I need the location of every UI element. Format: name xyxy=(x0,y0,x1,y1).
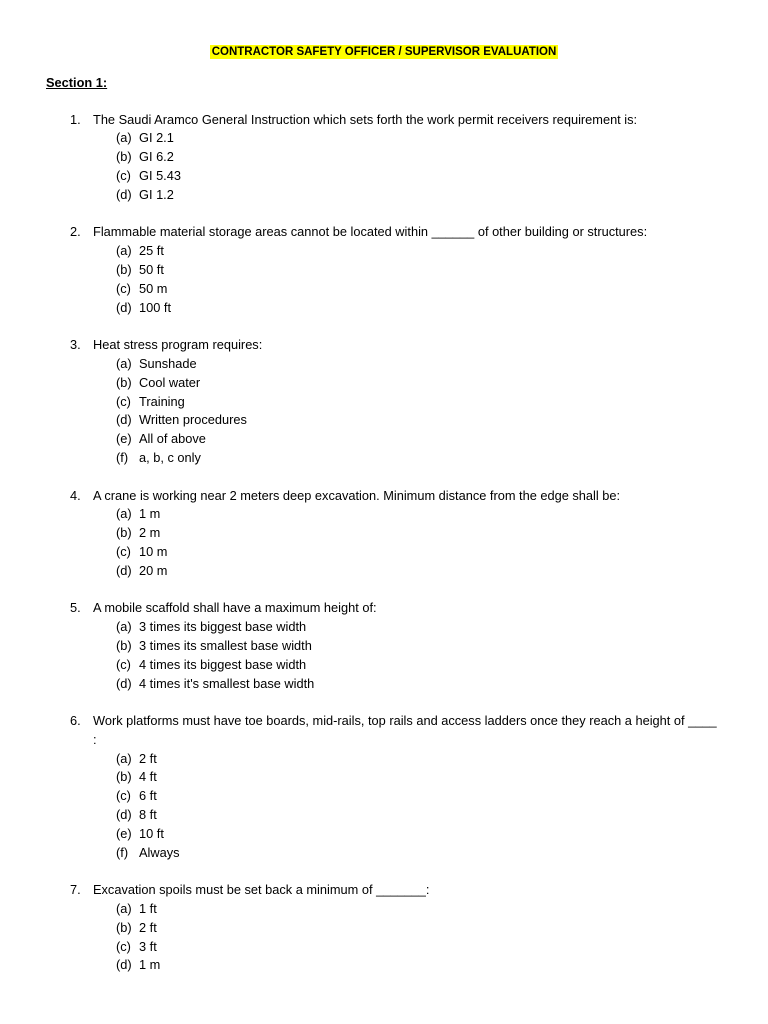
option-label: (a) xyxy=(116,619,132,635)
question-number: 7. xyxy=(70,882,81,898)
option-label: (a) xyxy=(116,355,132,371)
option-a xyxy=(0,505,768,524)
option-text: Written procedures xyxy=(139,412,247,428)
option-text: 2 ft xyxy=(139,919,157,935)
option-c xyxy=(0,393,768,412)
question-text: The Saudi Aramco General Instruction which sets forth the work permit receivers requirement is: xyxy=(93,111,638,127)
option-text: 3 ft xyxy=(139,938,157,954)
option-b xyxy=(0,148,768,167)
option-label: (f) xyxy=(116,844,129,860)
option-label: (d) xyxy=(116,957,132,973)
option-label: (a) xyxy=(116,901,132,917)
option-b xyxy=(0,637,768,656)
option-text: 25 ft xyxy=(139,243,164,259)
option-b xyxy=(0,374,768,393)
question-2 xyxy=(0,223,768,317)
question-line xyxy=(0,223,768,242)
option-e xyxy=(0,825,768,844)
option-f xyxy=(0,449,768,468)
section-heading: Section 1: xyxy=(46,75,108,90)
option-label: (b) xyxy=(116,261,132,277)
option-label: (c) xyxy=(116,167,131,183)
option-label: (b) xyxy=(116,149,132,165)
option-text: 10 ft xyxy=(139,825,164,841)
option-label: (b) xyxy=(116,637,132,653)
question-number: 3. xyxy=(70,337,81,353)
document-title xyxy=(0,42,768,61)
question-3 xyxy=(0,336,768,468)
option-label: (e) xyxy=(116,825,132,841)
question-line xyxy=(0,111,768,130)
option-label: (b) xyxy=(116,525,132,541)
option-label: (c) xyxy=(116,788,131,804)
option-c xyxy=(0,656,768,675)
option-label: (c) xyxy=(116,280,131,296)
option-d xyxy=(0,186,768,205)
option-label: (b) xyxy=(116,769,132,785)
option-label: (c) xyxy=(116,393,131,409)
option-a xyxy=(0,242,768,261)
option-text: GI 6.2 xyxy=(139,149,174,165)
option-text: 50 m xyxy=(139,280,168,296)
option-text: 20 m xyxy=(139,562,168,578)
option-text: GI 5.43 xyxy=(139,167,181,183)
option-label: (f) xyxy=(116,449,129,465)
question-number: 5. xyxy=(70,600,81,616)
option-label: (a) xyxy=(116,750,132,766)
option-c xyxy=(0,938,768,957)
option-text: 4 ft xyxy=(139,769,157,785)
option-text: 2 m xyxy=(139,525,161,541)
question-text: A mobile scaffold shall have a maximum height of: xyxy=(93,600,377,616)
question-line xyxy=(0,599,768,618)
option-a xyxy=(0,750,768,769)
question-line xyxy=(0,487,768,506)
option-label: (d) xyxy=(116,299,132,315)
option-text: 50 ft xyxy=(139,261,164,277)
option-label: (c) xyxy=(116,543,131,559)
option-text: Training xyxy=(139,393,185,409)
question-5 xyxy=(0,599,768,693)
option-text: 3 times its biggest base width xyxy=(139,619,307,635)
question-text: A crane is working near 2 meters deep excavation. Minimum distance from the edge shall be: xyxy=(93,487,621,503)
question-number: 6. xyxy=(70,713,81,729)
title-text: CONTRACTOR SAFETY OFFICER / SUPERVISOR EVALUATION xyxy=(211,46,557,58)
option-a xyxy=(0,355,768,374)
option-text: 1 ft xyxy=(139,901,157,917)
question-number: 4. xyxy=(70,487,81,503)
question-line xyxy=(0,881,768,900)
question-list xyxy=(0,111,768,994)
option-e xyxy=(0,430,768,449)
option-d xyxy=(0,675,768,694)
option-text: a, b, c only xyxy=(139,449,201,465)
option-label: (a) xyxy=(116,506,132,522)
question-7 xyxy=(0,881,768,975)
option-text: Always xyxy=(139,844,180,860)
option-d xyxy=(0,956,768,975)
question-number: 1. xyxy=(70,111,81,127)
option-b xyxy=(0,768,768,787)
option-b xyxy=(0,919,768,938)
option-text: 10 m xyxy=(139,543,168,559)
question-text: Flammable material storage areas cannot be located within ______ of other building or structures: xyxy=(93,224,648,240)
option-text: 4 times its biggest base width xyxy=(139,656,307,672)
option-d xyxy=(0,562,768,581)
option-text: GI 1.2 xyxy=(139,186,174,202)
option-b xyxy=(0,261,768,280)
option-label: (e) xyxy=(116,431,132,447)
question-text-continued: : xyxy=(93,731,97,747)
option-label: (a) xyxy=(116,243,132,259)
option-label: (b) xyxy=(116,374,132,390)
question-text: Work platforms must have toe boards, mid-rails, top rails and access ladders once they reach a height of ____ xyxy=(93,713,717,729)
option-d xyxy=(0,806,768,825)
option-text: Cool water xyxy=(139,374,201,390)
option-c xyxy=(0,787,768,806)
option-d xyxy=(0,299,768,318)
question-1 xyxy=(0,111,768,205)
option-text: All of above xyxy=(139,431,206,447)
option-label: (d) xyxy=(116,412,132,428)
option-text: 1 m xyxy=(139,957,161,973)
option-a xyxy=(0,129,768,148)
option-text: 6 ft xyxy=(139,788,157,804)
option-text: 8 ft xyxy=(139,807,157,823)
option-d xyxy=(0,411,768,430)
option-b xyxy=(0,524,768,543)
option-c xyxy=(0,280,768,299)
question-4 xyxy=(0,487,768,581)
question-6 xyxy=(0,712,768,862)
option-label: (c) xyxy=(116,656,131,672)
option-label: (b) xyxy=(116,919,132,935)
option-text: 4 times it's smallest base width xyxy=(139,675,315,691)
question-line xyxy=(0,712,768,731)
option-label: (d) xyxy=(116,562,132,578)
option-c xyxy=(0,543,768,562)
option-label: (d) xyxy=(116,186,132,202)
option-text: 3 times its smallest base width xyxy=(139,637,312,653)
question-text: Heat stress program requires: xyxy=(93,337,263,353)
option-text: Sunshade xyxy=(139,355,197,371)
question-line xyxy=(0,336,768,355)
option-a xyxy=(0,900,768,919)
option-text: 100 ft xyxy=(139,299,172,315)
option-label: (a) xyxy=(116,130,132,146)
option-text: GI 2.1 xyxy=(139,130,174,146)
question-number: 2. xyxy=(70,224,81,240)
option-text: 2 ft xyxy=(139,750,157,766)
option-label: (d) xyxy=(116,807,132,823)
option-label: (d) xyxy=(116,675,132,691)
option-a xyxy=(0,618,768,637)
option-c xyxy=(0,167,768,186)
option-f xyxy=(0,844,768,863)
option-label: (c) xyxy=(116,938,131,954)
question-text: Excavation spoils must be set back a minimum of _______: xyxy=(93,882,430,898)
option-text: 1 m xyxy=(139,506,161,522)
